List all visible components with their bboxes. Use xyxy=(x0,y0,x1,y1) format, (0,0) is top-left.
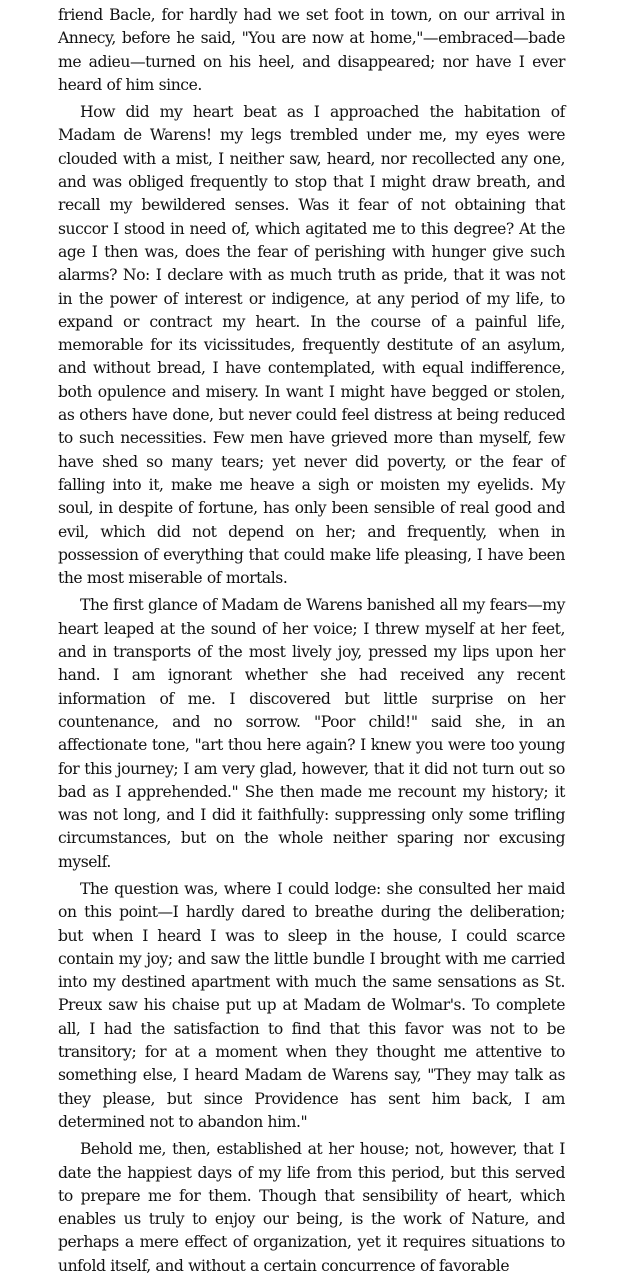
paragraph-3: The first glance of Madam de Warens banished all my fears—my heart leaped at the sound of her voice; I threw myself at her feet, and in transports of the most lively joy, pressed my lips upon her hand. I am ignorant whether she had received any recent information of me. I discovered but little surprise on her countenance, and no sorrow. "Poor child!" said she, in an affectionate tone, "art thou here again? I knew you were too young for this journey; I am very glad, however, that it did not turn out so bad as I apprehended." She then made me recount my history; it was not long, and I did it faithfully: suppressing only some trifling circumstances, but on the whole neither sparing nor excusing myself. xyxy=(58,596,565,871)
paragraph-5: Behold me, then, established at her house; not, however, that I date the happiest days of my life from this period, but this served to prepare me for them. Though that sensibility of heart, which enables us truly to enjoy our being, is the work of Nature, and perhaps a mere effect of organization, yet it requires situations to unfold itself, and without a certain concurrence of favorable xyxy=(58,1140,565,1275)
paragraph-2: How did my heart beat as I approached the habitation of Madam de Warens! my legs trembled under me, my eyes were clouded with a mist, I neither saw, heard, nor recollected any one, and was obliged frequently to stop that I might draw breath, and recall my bewildered senses. Was it fear of not obtaining that succor I stood in need of, which agitated me to this degree? At the age I then was, does the fear of perishing with hunger give such alarms? No: I declare with as much truth as pride, that it was not in the power of interest or indigence, at any period of my life, to expand or contract my heart. In the course of a painful life, memorable for its vicissitudes, frequently destitute of an asylum, and without bread, I have contemplated, with equal indifference, both opulence and misery. In want I might have begged or stolen, as others have done, but never could feel distress at being reduced to such necessities. Few men have grieved more than myself, few have shed so many tears; yet never did poverty, or the fear of falling into it, make me heave a sigh or moisten my eyelids. My soul, in despite of fortune, has only been sensible of real good and evil, which did not depend on her; and frequently, when in possession of everything that could make life pleasing, I have been the most miserable of mortals. xyxy=(58,103,565,588)
paragraph-4: The question was, where I could lodge: she consulted her maid on this point—I hardly dared to breathe during the deliberation; but when I heard I was to sleep in the house, I could scarce contain my joy; and saw the little bundle I brought with me carried into my destined apartment with much the same sensations as St. Preux saw his chaise put up at Madam de Wolmar's. To complete all, I had the satisfaction to find that this favor was not to be transitory; for at a moment when they thought me attentive to something else, I heard Madam de Warens say, "They may talk as they please, but since Providence has sent him back, I am determined not to abandon him." xyxy=(58,879,565,1131)
paragraph-1: friend Bacle, for hardly had we set foot in town, on our arrival in Annecy, before he said, "You are now at home,"—embraced—bade me adieu—turned on his heel, and disappeared; nor have I ever heard of him since. xyxy=(58,6,565,94)
